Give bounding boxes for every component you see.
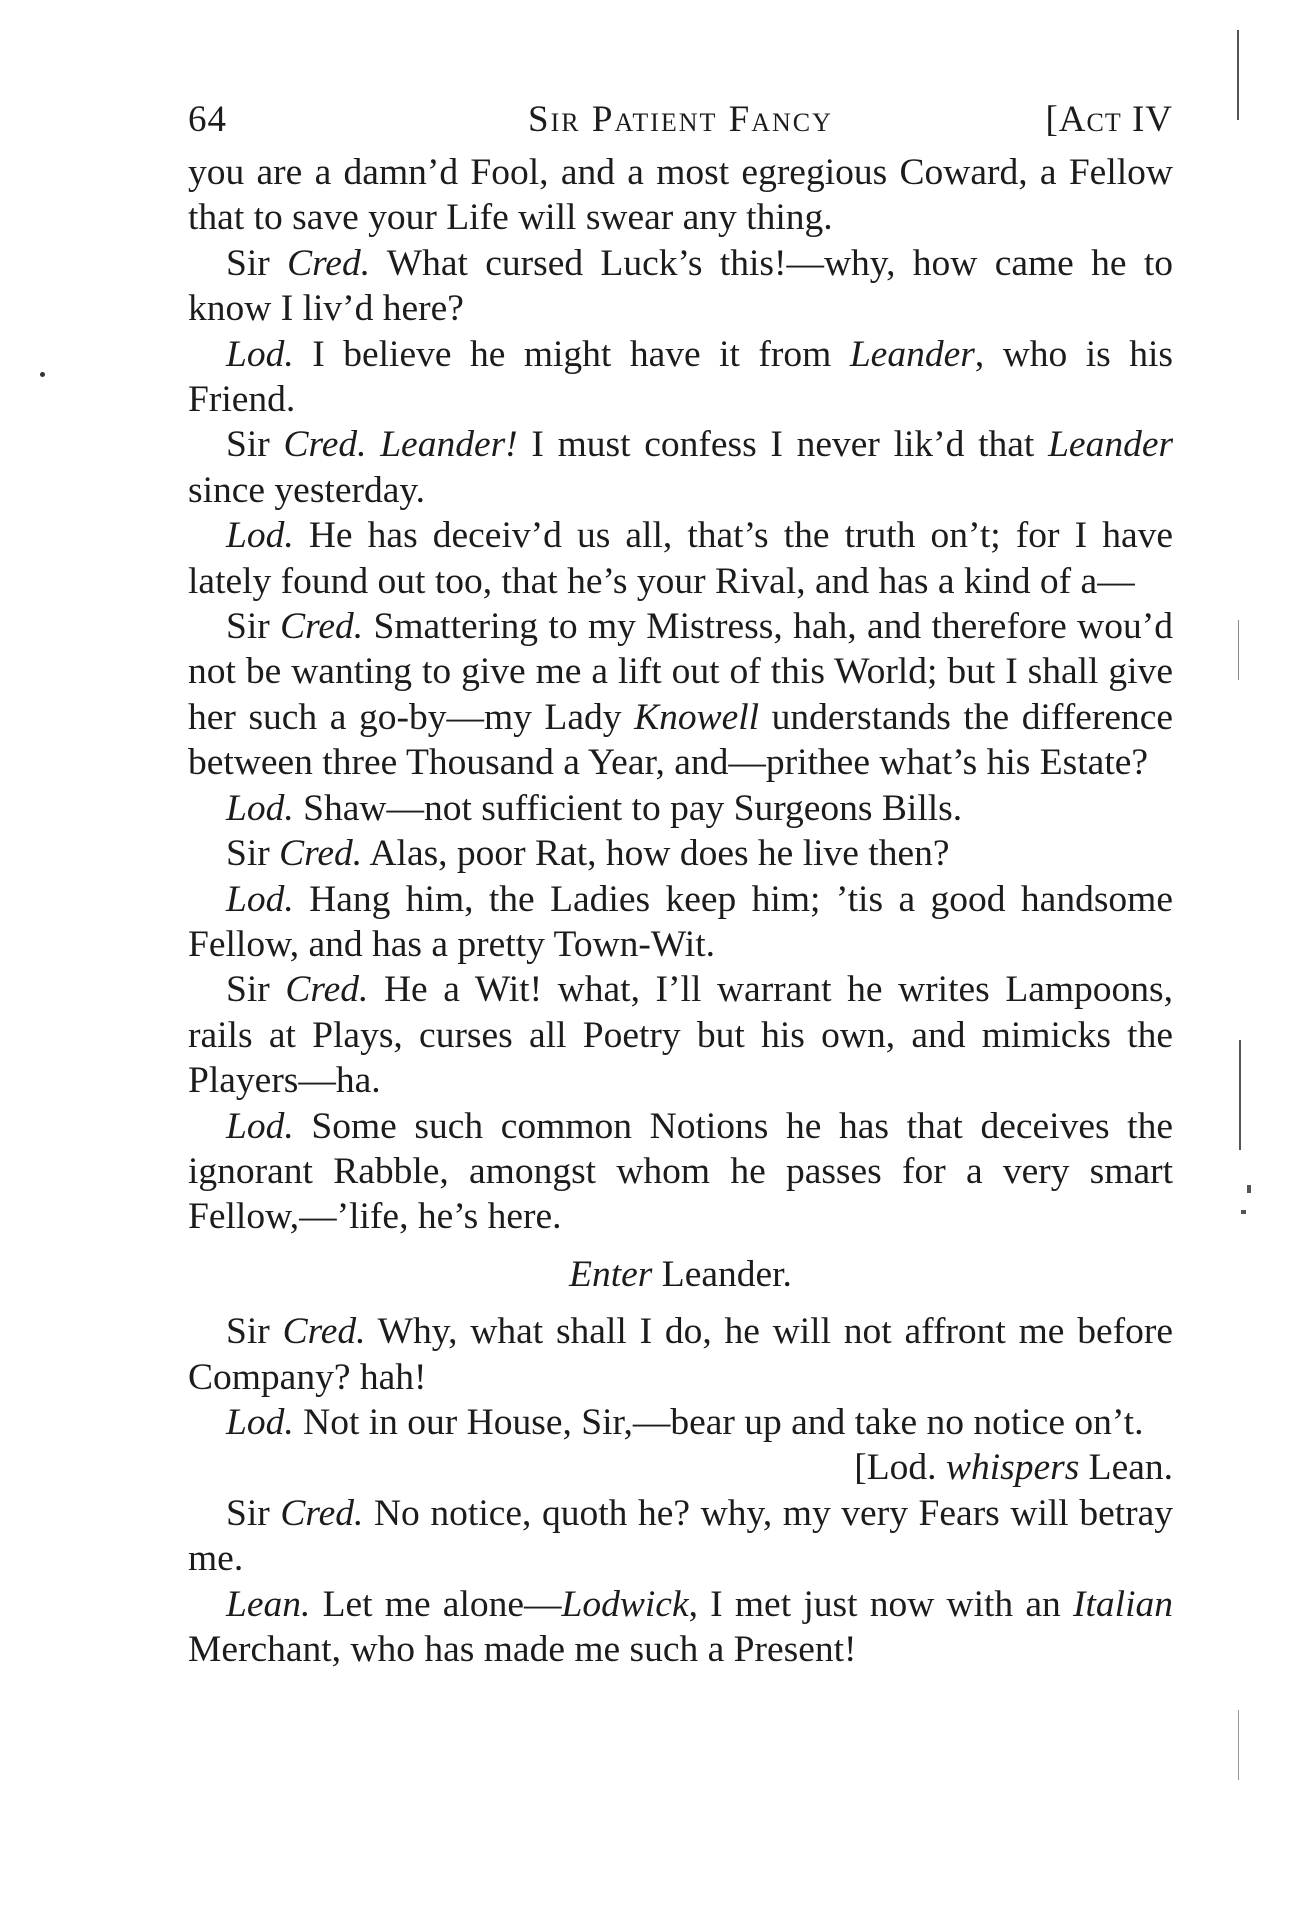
speaker-name: Lod. xyxy=(226,1401,294,1443)
speech-text: I believe he might have it from xyxy=(312,333,832,375)
character-name: Knowell xyxy=(634,696,760,738)
speech-text: I must confess I never lik’d that xyxy=(531,424,1035,466)
speech-text: Why, what shall I do, he will not affront me before Company? hah! xyxy=(188,1311,1174,1398)
act-label: [Act IV xyxy=(1045,99,1173,140)
speech-cred-7 xyxy=(188,1491,1173,1582)
scan-mark xyxy=(1239,1040,1241,1150)
aside-speaker: [Lod. xyxy=(854,1447,937,1489)
speaker-name: Lod. xyxy=(226,878,294,920)
running-title: Sir Patient Fancy xyxy=(528,99,833,140)
speech-cred-1 xyxy=(188,241,1173,332)
aside-target: Lean. xyxy=(1088,1447,1173,1489)
speech-text: Smattering to my Mistress, hah, and therefore wou’d not be wanting to give me a lift out of this World; but I shall give her such a go-by—my Lady xyxy=(188,606,1173,738)
speaker-name: Lod. xyxy=(226,1105,294,1147)
speech-text: understands the difference between three Thousand a Year, and—prithee what’s his Estate? xyxy=(188,696,1174,784)
speech-text: Shaw—not sufficient to pay Surgeons Bills. xyxy=(303,787,963,829)
body-text xyxy=(188,150,1173,1672)
aside-verb: whispers xyxy=(945,1447,1080,1489)
scan-edge-marks xyxy=(1235,20,1265,1880)
character-name: Leander xyxy=(849,333,975,375)
scan-speck xyxy=(40,372,45,377)
speech-text: No notice, quoth he? why, my very Fears will betray me. xyxy=(188,1492,1174,1580)
speech-lod-1 xyxy=(188,332,1173,423)
speech-text: Not in our House, Sir,—bear up and take no notice on’t. xyxy=(303,1401,1144,1443)
speech-text: since yesterday. xyxy=(188,469,426,511)
speaker-title: Sir xyxy=(226,424,270,466)
scan-mark xyxy=(1237,30,1239,120)
speech-lod-5 xyxy=(188,1104,1173,1240)
speech-text: , who is his Friend. xyxy=(188,333,1174,421)
running-header xyxy=(188,98,1173,148)
scan-mark xyxy=(1241,1210,1246,1214)
speaker-name: Cred. xyxy=(285,969,369,1011)
speaker-title: Sir xyxy=(226,1311,270,1353)
line-text: you are a damn’d Fool, and a most egregious Coward, a Fellow that to save your Life will swear any thing. xyxy=(188,152,1173,239)
speech-lod-3 xyxy=(188,786,1173,831)
scan-mark xyxy=(1238,1710,1239,1780)
paragraph-continued xyxy=(188,150,1173,241)
speaker-title: Sir xyxy=(226,606,270,648)
character-name: Leander! xyxy=(380,424,518,466)
speech-lod-6 xyxy=(188,1400,1173,1491)
speech-text: He has deceiv’d us all, that’s the truth on’t; for I have lately found out too, that he’s your Rival, and has a kind of a— xyxy=(188,515,1173,602)
speech-text: Let me alone— xyxy=(322,1583,562,1625)
stage-verb: Enter xyxy=(569,1253,653,1295)
speaker-title: Sir xyxy=(226,1492,270,1534)
speech-text: , I met just now with an xyxy=(688,1583,1061,1625)
scan-mark xyxy=(1247,1185,1251,1193)
speaker-name: Cred. xyxy=(283,424,367,466)
speech-lod-2 xyxy=(188,513,1173,604)
speech-cred-5 xyxy=(188,967,1173,1103)
character-name: Lodwick xyxy=(561,1583,689,1625)
speech-cred-4 xyxy=(188,831,1173,876)
speaker-title: Sir xyxy=(226,969,270,1011)
speaker-name: Lod. xyxy=(226,333,294,375)
speaker-name: Lod. xyxy=(226,787,294,829)
speech-cred-3 xyxy=(188,604,1173,786)
scan-mark xyxy=(1238,620,1239,680)
speech-text: Merchant, who has made me such a Present! xyxy=(188,1629,857,1670)
speaker-name: Cred. xyxy=(287,242,371,284)
nationality: Italian xyxy=(1073,1583,1174,1625)
speech-lod-4 xyxy=(188,877,1173,968)
speaker-title: Sir xyxy=(226,242,270,284)
speech-lean-1 xyxy=(188,1582,1173,1673)
speaker-name: Lod. xyxy=(226,515,294,557)
speaker-title: Sir xyxy=(226,833,270,875)
speech-text: Alas, poor Rat, how does he live then? xyxy=(369,833,950,875)
stage-direction xyxy=(188,1252,1173,1297)
speech-cred-2 xyxy=(188,422,1173,513)
speaker-name: Cred. xyxy=(282,1311,366,1353)
speaker-name: Cred. xyxy=(280,1492,364,1534)
speaker-name: Cred. xyxy=(279,833,363,875)
speech-text: He a Wit! what, I’ll warrant he writes Lampoons, rails at Plays, curses all Poetry but his own, and mimicks the Players—ha. xyxy=(188,969,1174,1102)
speech-text: Some such common Notions he has that deceives the ignorant Rabble, amongst whom he passes for a very smart Fellow,—’life, he’s here. xyxy=(188,1105,1173,1238)
speaker-name: Lean. xyxy=(226,1583,311,1625)
page-number: 64 xyxy=(188,99,227,140)
aside-direction xyxy=(816,1445,1173,1490)
speech-cred-6 xyxy=(188,1309,1173,1400)
character-name: Leander xyxy=(1048,424,1174,466)
speaker-name: Cred. xyxy=(280,606,364,648)
character-name: Leander. xyxy=(661,1253,792,1295)
speech-text: What cursed Luck’s this!—why, how came he to know I liv’d here? xyxy=(188,242,1174,330)
speech-text: Hang him, the Ladies keep him; ’tis a good handsome Fellow, and has a pretty Town-Wit. xyxy=(188,878,1173,965)
